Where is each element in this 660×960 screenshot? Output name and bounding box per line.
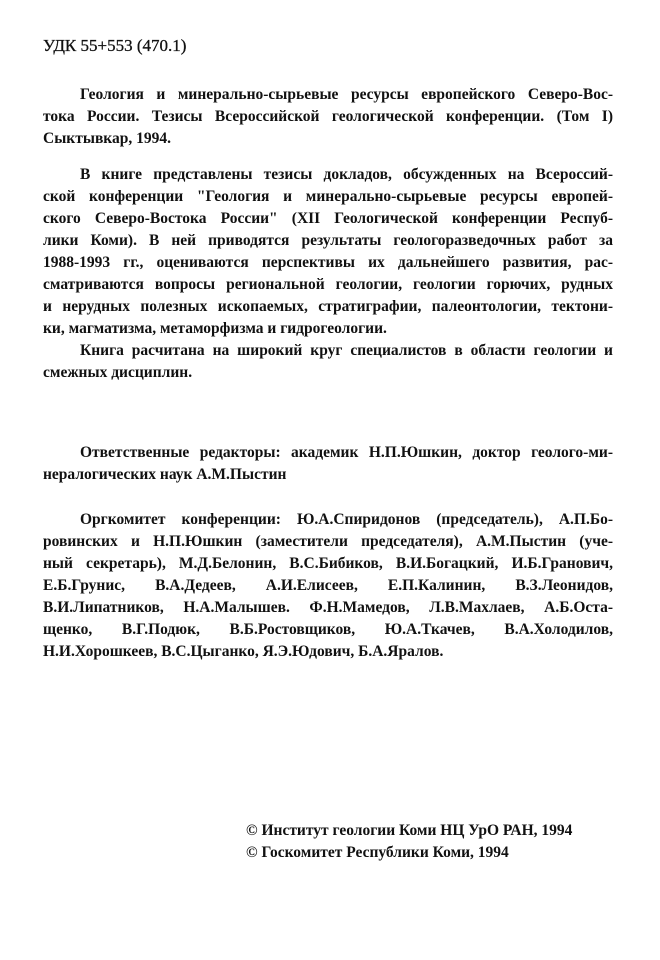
text-line: и нерудных полезных ископаемых, стратиграфии, палеонтологии, тектони-	[43, 298, 613, 315]
copyright-block	[246, 820, 572, 864]
abstract-paragraph	[43, 164, 613, 384]
text-line: ровинских и Н.П.Юшкин (заместители председателя), А.М.Пыстин (уче-	[43, 533, 613, 550]
text-line: В.И.Липатников, Н.А.Малышев. Ф.Н.Мамедов, Л.В.Махлаев, А.Б.Оста-	[43, 599, 613, 616]
text-line: ки, магматизма, метаморфизма и гидрогеологии.	[43, 320, 387, 337]
text-line: В книге представлены тезисы докладов, обсужденных на Всероссий-	[80, 166, 613, 183]
copyright-line: © Институт геологии Коми НЦ УрО РАН, 1994	[246, 822, 573, 839]
text-line: щенко, В.Г.Подюк, В.Б.Ростовщиков, Ю.А.Ткачев, В.А.Холодилов,	[43, 621, 613, 638]
udk-code: УДК 55+553 (470.1)	[43, 36, 187, 55]
copyright-line: © Госкомитет Республики Коми, 1994	[246, 844, 509, 861]
text-line: ской конференции "Геология и минерально-сырьевые ресурсы европей-	[43, 188, 613, 205]
committee-paragraph	[43, 509, 613, 663]
text-line: Сыктывкар, 1994.	[43, 130, 172, 147]
text-line: Е.Б.Грунис, В.А.Дедеев, А.И.Елисеев, Е.П.Калинин, В.З.Леонидов,	[43, 577, 613, 594]
text-line: 1988-1993 гг., оцениваются перспективы их дальнейшего развития, рас-	[43, 254, 613, 271]
text-line: лики Коми). В ней приводятся результаты геологоразведочных работ за	[43, 232, 613, 249]
text-line: Оргкомитет конференции: Ю.А.Спиридонов (председатель), А.П.Бо-	[80, 511, 613, 528]
text-line: Геология и минерально-сырьевые ресурсы европейского Северо-Вос-	[80, 86, 613, 103]
text-line: Н.И.Хорошкеев, В.С.Цыганко, Я.Э.Юдович, Б.А.Яралов.	[43, 643, 444, 660]
text-line: ный секретарь), М.Д.Белонин, В.С.Бибиков, В.И.Богацкий, И.Б.Гранович,	[43, 555, 613, 572]
text-line: нералогических наук А.М.Пыстин	[43, 466, 287, 483]
editors-paragraph	[43, 442, 613, 486]
text-line: Ответственные редакторы: академик Н.П.Юшкин, доктор геолого-ми-	[80, 444, 613, 461]
text-line: смежных дисциплин.	[43, 364, 193, 381]
text-line: ского Северо-Востока России" (XII Геологической конференции Респуб-	[43, 210, 613, 227]
text-line: сматриваются вопросы региональной геологии, геологии горючих, рудных	[43, 276, 613, 293]
text-line: Книга расчитана на широкий круг специалистов в области геологии и	[80, 342, 613, 359]
citation-paragraph	[43, 84, 613, 150]
text-line: тока России. Тезисы Всероссийской геологической конференции. (Том I)	[43, 108, 613, 125]
